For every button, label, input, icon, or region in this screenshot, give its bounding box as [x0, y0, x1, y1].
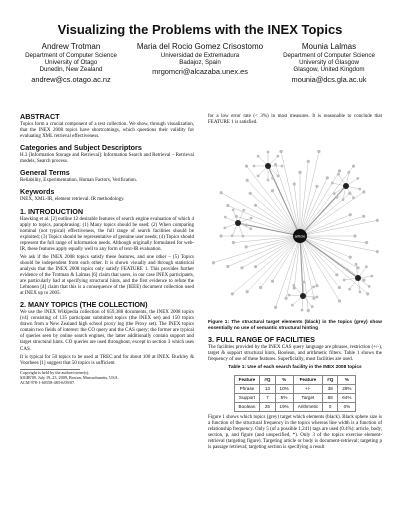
element-node — [343, 183, 349, 189]
topic-node — [212, 261, 215, 264]
copyright-line: SIGIR'09, July 19–23, 2009, Boston, Massachusetts, USA. — [20, 374, 119, 380]
author-block-2 — [135, 42, 265, 76]
many-topics-paragraph: We use the INEX Wikipedia collection of 659,388 documents, the INEX 2008 topics (v4) consisting of 135 participant submitted topics (the INEX set) and 150 topics drawn from a New Zealand high school proxy log (the Proxy set). The INEX topics contain two fields of interest: the CO query and the CAS query; the former are typical of queries seen by online search engines, the latter additionally contain support and target structural hints. CO queries are used throughout, except in section 3 which uses CAS. — [20, 310, 194, 352]
author-org: Universidad de Extremadura — [160, 52, 240, 59]
table-cell: 64% — [338, 393, 356, 402]
author-dept: Department of Computer Science — [25, 52, 117, 59]
topic-node — [240, 266, 243, 269]
table-cell: 19% — [275, 402, 293, 411]
author-email[interactable]: andrew@cs.otago.ac.nz — [31, 74, 111, 84]
topic-node — [231, 234, 234, 237]
abstract-heading: ABSTRACT — [20, 112, 60, 121]
author-name: Maria del Rocio Gomez Crisostomo — [136, 42, 264, 51]
topic-node — [338, 299, 341, 302]
topic-node — [231, 292, 234, 295]
introduction-heading: 1. INTRODUCTION — [20, 206, 84, 216]
topic-node — [245, 165, 248, 168]
topic-node — [335, 196, 338, 199]
categories-text: H.3 [Information Storage and Retrieval]: Information Search and Retrieval – Retrieval models, Search process. — [20, 153, 194, 165]
graph-edge — [300, 236, 303, 296]
topic-node — [219, 234, 222, 237]
topic-node — [337, 173, 340, 176]
topic-node — [235, 215, 238, 218]
topic-node — [359, 291, 362, 294]
author-org: University of Otago — [44, 59, 98, 67]
facility-table — [234, 375, 357, 412]
graph-edge — [247, 180, 300, 236]
table-cell: 86 — [323, 393, 338, 402]
author-name: Mounia Lalmas — [301, 42, 357, 51]
abstract-text: Topics form a crucial component of a test collection. We show, through visualization, that the INEX 2008 topics have shortcomings, which questions their validity for evaluating XML retrieval effectiveness. — [20, 122, 194, 140]
terms-heading: General Terms — [20, 168, 70, 178]
topic-node — [353, 234, 356, 237]
graph-edge — [300, 152, 319, 237]
table-cell: Boolean — [234, 402, 260, 411]
topic-node — [348, 288, 351, 291]
graph-edge — [300, 171, 340, 236]
topic-node — [356, 266, 359, 269]
topic-node — [232, 209, 235, 212]
topic-node — [293, 183, 296, 186]
graph-edge — [300, 186, 346, 236]
graph-edge — [276, 165, 300, 236]
topic-node — [288, 294, 291, 297]
topic-node — [301, 309, 304, 312]
topic-node — [226, 204, 229, 207]
article-node-label: article — [294, 233, 306, 239]
continued-paragraph: for a low error rate (< 3%) in most measures. It is reasonable to conclude that FEATURE 1 is satisfied. — [208, 114, 382, 126]
introduction-paragraph: Hawking et al. [2] outline 12 desirable features of search engine evaluation of which 4 apply to topics, paraphrasing: (1) Many topics should be used; (2) When comparing nominal (not typical) effectiveness, the full range of search facilities should be exploited; (3) Topics should be representative of genuine user needs; (4) Topics should represent the full range of information needs. Although originally formulated for web-IR, these features apply equally well to any form of text-IR evaluation. — [20, 216, 194, 252]
keywords-text: INEX, XML-IR, element retrieval. IR methodology. — [20, 197, 125, 203]
topic-node — [220, 191, 223, 194]
table-cell: 38 — [323, 384, 338, 393]
topic-node — [307, 160, 310, 163]
topic-node — [370, 275, 373, 278]
graph-edge — [221, 193, 300, 236]
topic-node — [312, 286, 315, 289]
many-topics-paragraph: It is typical for 50 topics to be used at TREC and for about 100 at INEX. Buckley & Voorhees [1] suggest that 50 topics is sufficient — [20, 354, 194, 366]
topic-node — [376, 250, 379, 253]
categories-heading: Categories and Subject Descriptors — [20, 143, 142, 153]
topic-node — [326, 176, 329, 179]
topic-node — [253, 165, 256, 168]
author-dept: Department of Computer Science — [283, 52, 375, 59]
topic-node — [356, 177, 359, 180]
topic-node — [362, 190, 365, 193]
topic-node — [254, 204, 257, 207]
element-node — [355, 275, 361, 281]
graph-edge — [276, 236, 300, 307]
topic-node — [241, 235, 244, 238]
full-range-paragraph: The facilities provided by the INEX CAS query language are phrases, restriction (+/-), target & support structural hints, Boolean, and arithmetic filters. Table 1 shows the frequency of use of these features. Superficially, most facilities are used. — [208, 344, 382, 362]
keywords-heading: Keywords — [20, 187, 55, 197]
topic-node — [348, 192, 351, 195]
graph-edge — [300, 236, 308, 311]
topic-node — [338, 286, 341, 289]
author-place: Badajoz, Spain — [179, 59, 221, 67]
topic-node — [284, 297, 287, 300]
topic-node — [317, 150, 320, 153]
table-cell: 10% — [275, 384, 293, 393]
figure-1 — [208, 128, 382, 318]
table-header-cell: #Q — [323, 375, 338, 384]
topic-node — [358, 188, 361, 191]
topic-node — [352, 165, 355, 168]
right-column — [208, 114, 382, 453]
topic-node — [331, 182, 334, 185]
topic-node — [315, 185, 318, 188]
topic-node — [342, 198, 345, 201]
topic-node — [271, 189, 274, 192]
topic-node — [366, 292, 369, 295]
graph-edge — [300, 236, 368, 294]
left-column — [20, 114, 194, 385]
table-cell: Phrase — [234, 384, 260, 393]
topic-node — [246, 179, 249, 182]
topic-node — [267, 151, 270, 154]
table-cell: 0 — [323, 402, 338, 411]
table-cell: 5% — [275, 393, 293, 402]
topic-node — [362, 279, 365, 282]
author-email[interactable]: mrgomcri@alcazaba.unex.es — [152, 67, 248, 77]
graph-edge — [247, 236, 300, 292]
topic-node — [315, 284, 318, 287]
topic-node — [267, 179, 270, 182]
graph-edge — [300, 178, 327, 236]
topic-node — [335, 273, 338, 276]
topic-node — [249, 192, 252, 195]
element-node — [300, 293, 306, 299]
author-email[interactable]: mounia@dcs.gla.ac.uk — [291, 74, 367, 84]
topic-node — [343, 279, 346, 282]
author-block-3 — [264, 42, 394, 83]
topic-node — [348, 171, 351, 174]
topic-node — [293, 286, 296, 289]
topic-node — [281, 165, 284, 168]
topic-node — [232, 241, 235, 244]
graph-edge — [281, 152, 300, 237]
full-range-paragraph: Figure 1 shows which topics (grey) target which elements (black). Black sphere size is a function of the structural frequency in the topics whereas line width is a function of relationship frequency. Only 5 (of a possible 1,241) tags are used (0.4%): article, body, section, p, and figure (and unspecified, *). Only 3 of the topics exercise element-retrieval (targeting figure). Targeting article or body is document-retrieval; targeting p is passage retrieval; targeting section is specifying a result — [208, 414, 382, 451]
table-row — [234, 384, 356, 393]
table-cell: 7 — [260, 393, 275, 402]
topic-node — [276, 175, 279, 178]
graph-edge — [300, 215, 350, 236]
topic-node — [316, 296, 319, 299]
copyright-line: Copyright is held by the author/owner(s). — [20, 369, 90, 375]
table-header-cell: #Q — [260, 375, 275, 384]
element-node — [235, 220, 241, 226]
graph-edge — [213, 236, 300, 263]
topic-node — [368, 285, 371, 288]
topic-node — [226, 265, 229, 268]
table-header-row — [234, 375, 356, 384]
table-caption: Table 1: Use of each search facility in the INEX 2008 topics — [228, 364, 362, 370]
table-row — [234, 393, 356, 402]
topic-node — [276, 155, 279, 158]
topic-node — [224, 216, 227, 219]
topic-node — [365, 241, 368, 244]
topic-node — [349, 256, 352, 259]
table-cell: 28% — [338, 384, 356, 393]
graph-edge — [300, 236, 337, 275]
topic-node — [298, 171, 301, 174]
topic-node — [271, 176, 274, 179]
topic-node — [257, 175, 260, 178]
topic-element-graph — [208, 128, 382, 318]
many-topics-heading: 2. MANY TOPICS (THE COLLECTION) — [20, 300, 148, 310]
introduction-paragraph: We ask if the INEX 2008 topics satisfy these features, and one other – (5) Topics should be independent from each other. It is shown visually and through statistical analysis that the INEX 2008 topics only satisfy FEATURE 1. This provides further evidence of the Trotman & Lalmas [6] claim that users, in our case INEX participants, are particularly bad at specifying structural hints, and the first evidence to refute the Lehtonen [4] claim that this is a consequence of the (IEEE) document collection used at INEX up to 2005. — [20, 254, 194, 297]
table-cell: 25 — [260, 402, 275, 411]
table-row — [234, 402, 356, 411]
copyright-line: ACM 978-1-60558-483-6/09/07. — [20, 379, 76, 385]
element-node — [265, 163, 271, 169]
full-range-heading: 3. FULL RANGE OF FACILITIES — [208, 334, 315, 344]
table-cell: Support — [234, 393, 260, 402]
topic-node — [274, 163, 277, 166]
topic-node — [245, 224, 248, 227]
topic-node — [223, 227, 226, 230]
topic-node — [249, 228, 252, 231]
table-header-cell: % — [338, 375, 356, 384]
topic-node — [279, 150, 282, 153]
author-name: Andrew Trotman — [41, 42, 101, 51]
topic-node — [338, 169, 341, 172]
table-header-cell: Feature — [293, 375, 322, 384]
graph-edge — [250, 194, 300, 237]
author-org: University of Glasgow — [299, 59, 359, 67]
topic-node — [254, 265, 257, 268]
topic-node — [250, 217, 253, 220]
graph-edge — [300, 236, 340, 301]
topic-node — [355, 263, 358, 266]
topic-node — [246, 290, 249, 293]
topic-node — [365, 265, 368, 268]
table-cell: +/- — [293, 384, 322, 393]
author-place: Glasgow, United Kingdom — [293, 66, 365, 74]
graph-edge — [228, 236, 300, 267]
topic-node — [312, 297, 315, 300]
table-cell: 13 — [260, 384, 275, 393]
paper-title: Visualizing the Problems with the INEX Topics — [57, 22, 343, 37]
topic-node — [352, 196, 355, 199]
table-cell: Target — [293, 393, 322, 402]
figure-caption: Figure 1: The structural target elements (black) in the topics (grey) show essentially no use of semantic structural hinting — [208, 320, 382, 331]
topic-node — [292, 284, 295, 287]
topic-node — [362, 215, 365, 218]
topic-node — [345, 268, 348, 271]
topic-node — [271, 280, 274, 283]
topic-node — [242, 209, 245, 212]
topic-node — [311, 305, 314, 308]
topic-node — [259, 286, 262, 289]
author-block-1 — [6, 42, 136, 83]
topic-node — [376, 219, 379, 222]
table-cell: 0% — [338, 402, 356, 411]
topic-node — [303, 281, 306, 284]
terms-text: Reliability, Experimentation, Human Factors, Verification. — [20, 178, 138, 184]
topic-node — [291, 304, 294, 307]
table-header-cell: Feature — [234, 375, 260, 384]
topic-node — [257, 155, 260, 158]
topic-node — [333, 192, 336, 195]
topic-node — [349, 213, 352, 216]
topic-node — [307, 309, 310, 312]
topic-node — [274, 306, 277, 309]
topic-node — [245, 245, 248, 248]
table-cell: Arithmetic — [293, 402, 322, 411]
author-place: Dunedin, New Zealand — [39, 66, 103, 74]
graph-edge — [232, 236, 300, 294]
table-header-cell: % — [275, 375, 293, 384]
